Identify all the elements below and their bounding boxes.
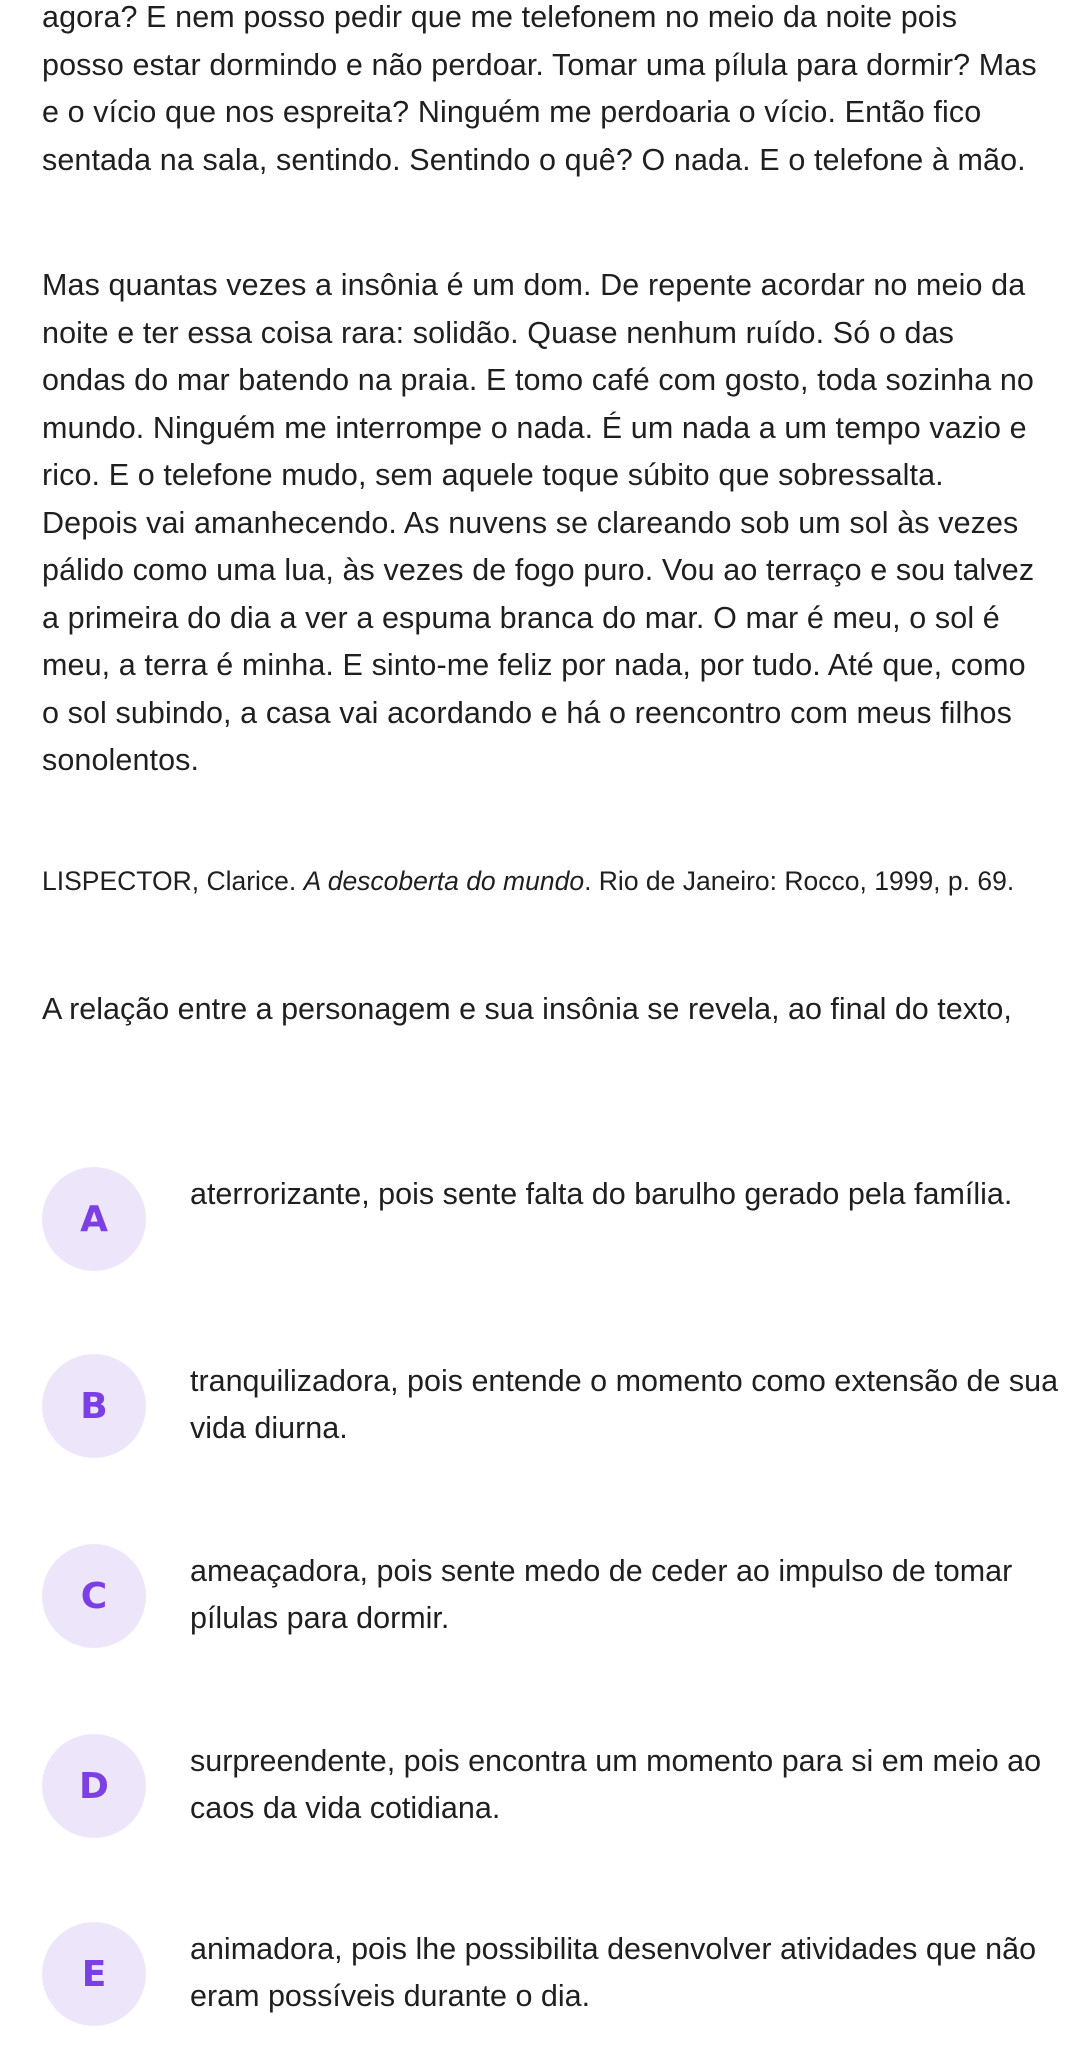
citation-author: LISPECTOR, Clarice.	[42, 866, 297, 896]
citation-title: A descoberta do mundo	[303, 866, 585, 896]
citation-details: . Rio de Janeiro: Rocco, 1999, p. 69.	[584, 866, 1015, 896]
answer-option-a[interactable]	[42, 1167, 1042, 1277]
option-text[interactable]: aterrorizante, pois sente falta do barulho gerado pela família.	[190, 1177, 1013, 1211]
option-text[interactable]: ameaçadora, pois sente medo de ceder ao impulso de tomar pílulas para dormir.	[190, 1554, 1013, 1635]
answer-option-d[interactable]	[42, 1734, 1042, 1844]
option-letter-badge[interactable]: E	[42, 1922, 146, 2026]
citation	[42, 860, 1042, 903]
passage-paragraph-2: Mas quantas vezes a insônia é um dom. De repente acordar no meio da noite e ter essa coisa rara: solidão. Quase nenhum ruído. Só o das ondas do mar batendo na praia. E tomo café com gosto, toda sozinha no mundo. Ninguém me interrompe o nada. É um nada a um tempo vazio e rico. E o telefone mudo, sem aquele toque súbito que sobressalta. Depois vai amanhecendo. As nuvens se clareando sob um sol às vezes pálido como uma lua, às vezes de fogo puro. Vou ao terraço e sou talvez a primeira do dia a ver a espuma branca do mar. O mar é meu, o sol é meu, a terra é minha. E sinto-me feliz por nada, por tudo. Até que, como o sol subindo, a casa vai acordando e há o reencontro com meus filhos sonolentos.	[42, 268, 1035, 777]
answer-option-e[interactable]	[42, 1922, 1042, 2032]
option-letter-badge[interactable]: A	[42, 1167, 146, 1271]
option-text[interactable]: animadora, pois lhe possibilita desenvolver atividades que não eram possíveis durante o dia.	[190, 1932, 1037, 2013]
answer-option-c[interactable]	[42, 1544, 1042, 1654]
option-letter-badge[interactable]: B	[42, 1354, 146, 1458]
option-letter-badge[interactable]: D	[42, 1734, 146, 1838]
option-text[interactable]: surpreendente, pois encontra um momento para si em meio ao caos da vida cotidiana.	[190, 1744, 1042, 1825]
question-stem: A relação entre a personagem e sua insônia se revela, ao final do texto,	[42, 992, 1012, 1026]
option-letter-badge[interactable]: C	[42, 1544, 146, 1648]
passage-paragraph-1: agora? E nem posso pedir que me telefonem no meio da noite pois posso estar dormindo e não perdoar. Tomar uma pílula para dormir? Mas e o vício que nos espreita? Ninguém me perdoaria o vício. Então fico sentada na sala, sentindo. Sentindo o quê? O nada. E o telefone à mão.	[42, 0, 1037, 177]
answer-option-b[interactable]	[42, 1354, 1059, 1464]
option-text[interactable]: tranquilizadora, pois entende o momento como extensão de sua vida diurna.	[190, 1364, 1059, 1445]
